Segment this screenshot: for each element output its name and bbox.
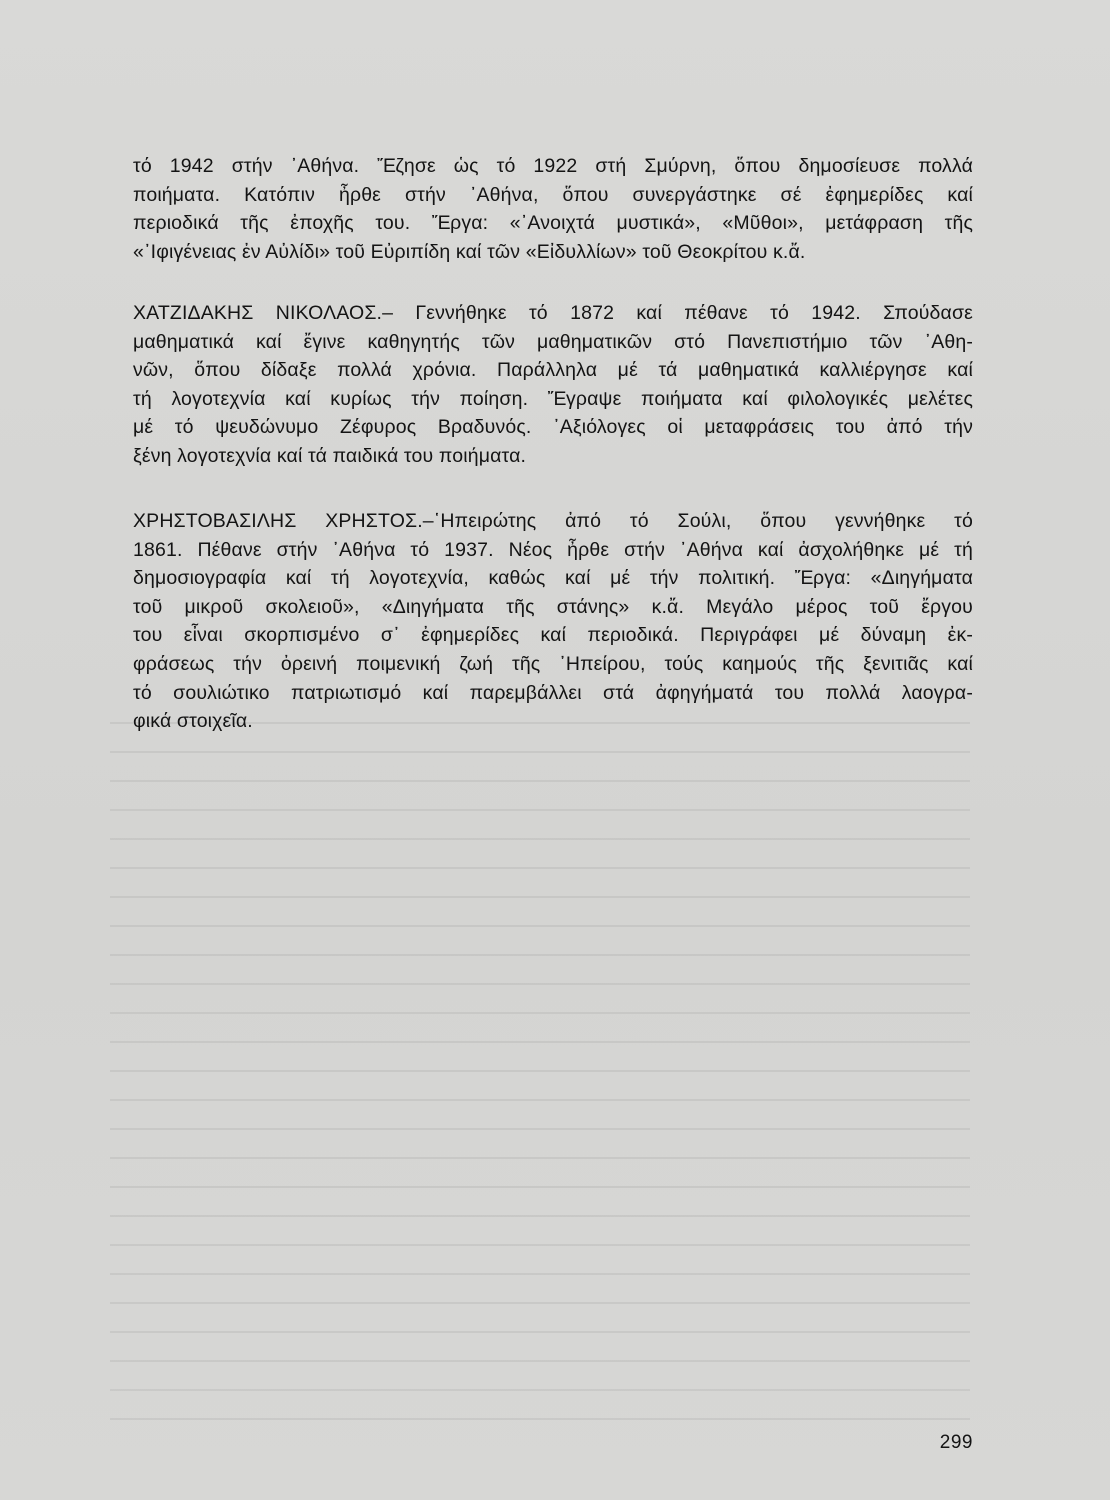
text-line: φράσεως τήν ὀρεινή ποιμενική ζωή τῆς ᾿Ηπείρου, τούς καημούς τῆς ξενιτιᾶς καί — [133, 652, 973, 675]
page-number: 299 — [939, 1432, 973, 1453]
text-line: ΧΡΗΣΤΟΒΑΣΙΛΗΣ ΧΡΗΣΤΟΣ.–῾Ηπειρώτης ἀπό τό Σούλι, ὅπου γεννήθηκε τό — [133, 510, 973, 532]
text-line: δημοσιογραφία καί τή λογοτεχνία, καθώς καί μέ τήν πολιτική. Ἔργα: «Διηγήματα — [133, 567, 973, 590]
text-line: ξένη λογοτεχνία καί τά παιδικά του ποιήματα. — [133, 444, 527, 467]
text-line: τό 1942 στήν ᾿Αθήνα. Ἔζησε ὡς τό 1922 στή Σμύρνη, ὅπου δημοσίευσε πολλά — [133, 155, 973, 177]
text-line: τό σουλιώτικο πατριωτισμό καί παρεμβάλλει στά ἀφηγήματά του πολλά λαογρα- — [133, 681, 973, 704]
text-line: ΧΑΤΖΙΔΑΚΗΣ ΝΙΚΟΛΑΟΣ.– Γεννήθηκε τό 1872 καί πέθανε τό 1942. Σπούδασε — [133, 302, 973, 324]
text-line: ποιήματα. Κατόπιν ἦρθε στήν ᾿Αθήνα, ὅπου συνεργάστηκε σέ ἐφημερίδες καί — [133, 183, 973, 206]
paragraph-christovasilis — [133, 507, 973, 736]
text-line: 1861. Πέθανε στήν ᾿Αθήνα τό 1937. Νέος ἦρθε στήν ᾿Αθήνα καί ἀσχολήθηκε μέ τή — [133, 538, 973, 561]
paragraph-karyotakis-continuation — [133, 152, 973, 266]
text-line: μαθηματικά καί ἔγινε καθηγητής τῶν μαθηματικῶν στό Πανεπιστήμιο τῶν ᾿Αθη- — [133, 330, 973, 353]
text-line: του εἶναι σκορπισμένο σ᾿ ἐφημερίδες καί περιοδικά. Περιγράφει μέ δύναμη ἐκ- — [133, 624, 973, 647]
text-line: μέ τό ψευδώνυμο Ζέφυρος Βραδυνός. ᾿Αξιόλογες οἱ μεταφράσεις του ἀπό τήν — [133, 416, 973, 439]
paragraph-chatzidakis — [133, 299, 973, 471]
text-line: περιοδικά τῆς ἐποχῆς του. Ἔργα: «᾿Ανοιχτά μυστικά», «Μῦθοι», μετάφραση τῆς — [133, 212, 973, 235]
text-line: τή λογοτεχνία καί κυρίως τήν ποίηση. Ἔγραψε ποιήματα καί φιλολογικές μελέτες — [133, 387, 973, 410]
text-line: «᾿Ιφιγένειας ἐν Αὐλίδι» τοῦ Εὐριπίδη καί τῶν «Εἰδυλλίων» τοῦ Θεοκρίτου κ.ἄ. — [133, 240, 806, 263]
text-line: φικά στοιχεῖα. — [133, 710, 253, 733]
text-line: τοῦ μικροῦ σκολειοῦ», «Διηγήματα τῆς στάνης» κ.ἄ. Μεγάλο μέρος τοῦ ἔργου — [133, 595, 973, 618]
text-line: νῶν, ὅπου δίδαξε πολλά χρόνια. Παράλληλα μέ τά μαθηματικά καλλιέργησε καί — [133, 359, 973, 382]
show-through-shadow — [110, 700, 970, 1420]
